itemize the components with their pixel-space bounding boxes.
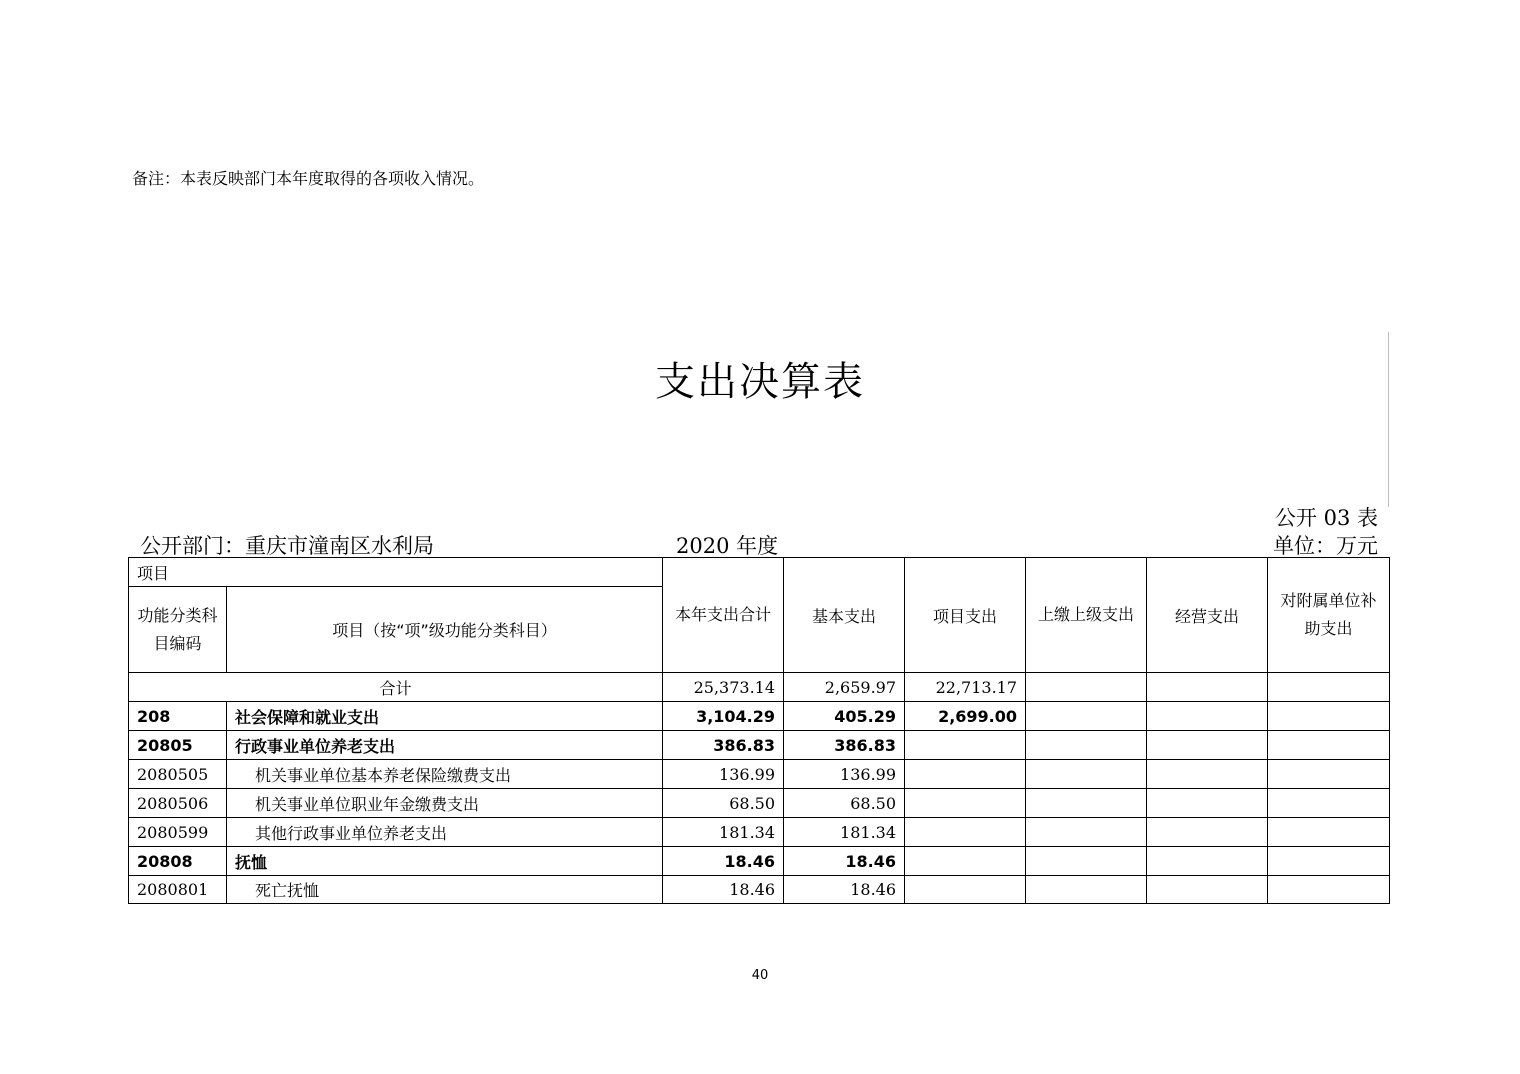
header-total: 本年支出合计 xyxy=(663,558,784,673)
row-basic: 181.34 xyxy=(784,818,905,847)
unit-label: 单位：万元 xyxy=(1273,534,1378,558)
row-project xyxy=(905,876,1026,904)
row-project xyxy=(905,789,1026,818)
row-total: 136.99 xyxy=(663,760,784,789)
row-code: 2080506 xyxy=(129,789,227,818)
row-name: 行政事业单位养老支出 xyxy=(227,731,663,760)
row-basic: 136.99 xyxy=(784,760,905,789)
row-total: 18.46 xyxy=(663,876,784,904)
row-project xyxy=(905,760,1026,789)
sum-label: 合计 xyxy=(129,673,663,702)
header-basic: 基本支出 xyxy=(784,558,905,673)
sum-row xyxy=(129,673,1390,702)
header-project: 项目支出 xyxy=(905,558,1026,673)
row-total: 18.46 xyxy=(663,847,784,876)
table-row xyxy=(129,789,1390,818)
table-row xyxy=(129,760,1390,789)
sum-total: 25,373.14 xyxy=(663,673,784,702)
row-name: 机关事业单位基本养老保险缴费支出 xyxy=(227,760,663,789)
header-subsidy: 对附属单位补助支出 xyxy=(1268,558,1390,673)
table-row xyxy=(129,876,1390,904)
header-func-code: 功能分类科目编码 xyxy=(129,587,227,673)
sum-business xyxy=(1147,673,1268,702)
table-row xyxy=(129,702,1390,731)
row-project xyxy=(905,731,1026,760)
row-basic: 18.46 xyxy=(784,847,905,876)
sum-upper xyxy=(1026,673,1147,702)
page-title: 支出决算表 xyxy=(655,359,865,405)
header-upper: 上缴上级支出 xyxy=(1026,558,1147,673)
row-name: 机关事业单位职业年金缴费支出 xyxy=(227,789,663,818)
table-code: 公开 03 表 xyxy=(1274,506,1378,530)
row-name: 社会保障和就业支出 xyxy=(227,702,663,731)
row-code: 208 xyxy=(129,702,227,731)
row-code: 20808 xyxy=(129,847,227,876)
header-business: 经营支出 xyxy=(1147,558,1268,673)
row-basic: 68.50 xyxy=(784,789,905,818)
row-basic: 18.46 xyxy=(784,876,905,904)
row-basic: 405.29 xyxy=(784,702,905,731)
row-project: 2,699.00 xyxy=(905,702,1026,731)
row-code: 2080505 xyxy=(129,760,227,789)
row-project xyxy=(905,818,1026,847)
row-project xyxy=(905,847,1026,876)
row-code: 2080801 xyxy=(129,876,227,904)
row-code: 2080599 xyxy=(129,818,227,847)
page-number: 40 xyxy=(751,968,769,983)
row-total: 3,104.29 xyxy=(663,702,784,731)
row-name: 死亡抚恤 xyxy=(227,876,663,904)
row-total: 181.34 xyxy=(663,818,784,847)
table-row xyxy=(129,818,1390,847)
row-basic: 386.83 xyxy=(784,731,905,760)
department-label: 公开部门：重庆市潼南区水利局 xyxy=(140,534,434,558)
row-total: 386.83 xyxy=(663,731,784,760)
row-name: 其他行政事业单位养老支出 xyxy=(227,818,663,847)
sum-basic: 2,659.97 xyxy=(784,673,905,702)
sum-subsidy xyxy=(1268,673,1390,702)
row-code: 20805 xyxy=(129,731,227,760)
row-total: 68.50 xyxy=(663,789,784,818)
expenditure-table xyxy=(128,557,1390,904)
header-func-name: 项目（按“项”级功能分类科目） xyxy=(227,587,663,673)
row-name: 抚恤 xyxy=(227,847,663,876)
footnote: 备注：本表反映部门本年度取得的各项收入情况。 xyxy=(132,169,485,188)
table-row xyxy=(129,847,1390,876)
header-item: 项目 xyxy=(129,558,663,587)
table-row xyxy=(129,731,1390,760)
year-label: 2020 年度 xyxy=(676,534,779,558)
sum-project: 22,713.17 xyxy=(905,673,1026,702)
